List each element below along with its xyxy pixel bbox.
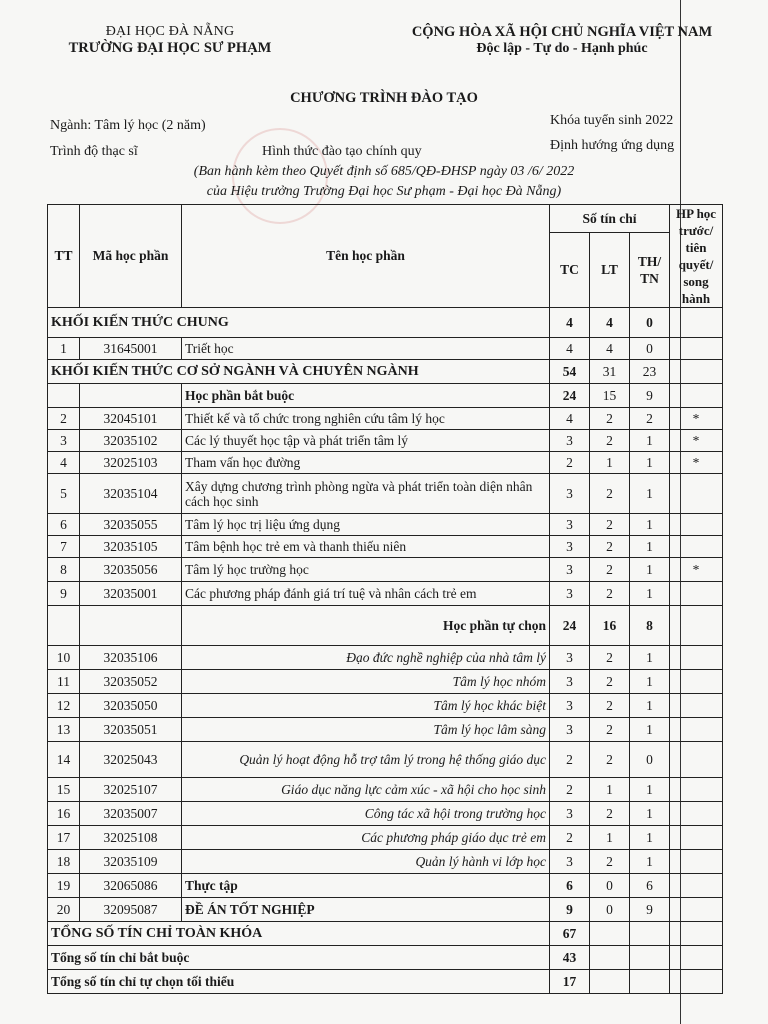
cell-th: 1 [630,826,670,850]
cell-code: 32065086 [80,874,182,898]
cell-th: 1 [630,558,670,582]
cell-tc: 3 [550,850,590,874]
cell-code: 32025107 [80,778,182,802]
cell-th: 1 [630,474,670,514]
cell-tt: 1 [48,338,80,360]
section-general: KHỐI KIẾN THỨC CHUNG [48,308,550,338]
cell-code: 32035106 [80,646,182,670]
cell-lt: 16 [590,606,630,646]
cell-code: 32035102 [80,430,182,452]
cell-tt: 13 [48,718,80,742]
cell-th: 1 [630,670,670,694]
cell-lt [590,922,630,946]
cell-lt: 2 [590,718,630,742]
cell-lt: 31 [590,360,630,384]
cell-tt: 2 [48,408,80,430]
table-row [48,338,723,360]
cell-lt: 2 [590,670,630,694]
cell-hp [670,338,723,360]
cell-th: 1 [630,778,670,802]
col-tt: TT [48,205,80,308]
cell-tt: 14 [48,742,80,778]
table-row [48,850,723,874]
curriculum-table [47,204,723,994]
cell-tc: 4 [550,308,590,338]
cell-hp [670,778,723,802]
cell-code: 32025108 [80,826,182,850]
cell-lt: 2 [590,742,630,778]
cell-lt: 2 [590,802,630,826]
cell-tt: 7 [48,536,80,558]
table-row [48,582,723,606]
col-lt: LT [590,233,630,308]
col-th: TH/ TN [630,233,670,308]
totals-row [48,946,723,970]
cell-hp [670,718,723,742]
cell-name: Các phương pháp giáo dục trẻ em [182,826,550,850]
cell-code: 32035051 [80,718,182,742]
cell-th: 23 [630,360,670,384]
table-row [48,430,723,452]
cell-th: 9 [630,898,670,922]
cell-tc: 3 [550,646,590,670]
table-row [48,874,723,898]
cell-hp [670,970,723,994]
cell-tt: 3 [48,430,80,452]
total-tc: 43 [550,946,590,970]
table-row [48,536,723,558]
mode-label: Hình thức đào tạo chính quy [262,144,422,159]
total-tc: 17 [550,970,590,994]
cell-code: 32035052 [80,670,182,694]
cell-th: 1 [630,430,670,452]
col-hp: HP học trước/ tiên quyết/ song hành [670,205,723,308]
cell-tt: 20 [48,898,80,922]
cell-tt: 4 [48,452,80,474]
total-label: Tổng số tín chỉ bắt buộc [48,946,550,970]
cell-lt: 2 [590,582,630,606]
cell-hp: * [670,430,723,452]
totals-row [48,970,723,994]
cell-tc: 3 [550,536,590,558]
cell-th: 2 [630,408,670,430]
cell-code [80,606,182,646]
cell-th: 1 [630,718,670,742]
cell-hp [670,826,723,850]
subsection-required: Học phần bắt buộc [182,384,550,408]
cell-code: 32095087 [80,898,182,922]
cell-hp [670,384,723,408]
cell-lt: 1 [590,826,630,850]
table-row [48,408,723,430]
cell-hp: * [670,558,723,582]
subsection-row [48,606,723,646]
cell-tt: 12 [48,694,80,718]
cell-name: Các lý thuyết học tập và phát triển tâm lý [182,430,550,452]
cell-lt: 2 [590,694,630,718]
cell-th: 0 [630,742,670,778]
cell-th: 1 [630,582,670,606]
cell-name: Giáo dục năng lực cảm xúc - xã hội cho học sinh [182,778,550,802]
cell-hp [670,898,723,922]
totals-row [48,922,723,946]
cell-tc: 3 [550,474,590,514]
table-row [48,802,723,826]
cell-tt: 8 [48,558,80,582]
cell-code: 32035056 [80,558,182,582]
cell-code: 31645001 [80,338,182,360]
cell-tt: 18 [48,850,80,874]
cell-name: Tâm lý học nhóm [182,670,550,694]
cell-hp [670,922,723,946]
header-left [50,24,290,57]
cell-th: 9 [630,384,670,408]
cell-name: Quản lý hoạt động hỗ trợ tâm lý trong hệ thống giáo dục [182,742,550,778]
cell-lt: 0 [590,874,630,898]
cell-hp [670,360,723,384]
subsection-row [48,384,723,408]
table-row [48,646,723,670]
cell-tc: 2 [550,826,590,850]
cell-hp [670,514,723,536]
cell-code: 32035104 [80,474,182,514]
table-row [48,718,723,742]
cell-hp [670,646,723,670]
table-row [48,558,723,582]
cell-name: Các phương pháp đánh giá trí tuệ và nhân cách trẻ em [182,582,550,606]
cell-th: 1 [630,646,670,670]
cell-name: Thiết kế và tổ chức trong nghiên cứu tâm lý học [182,408,550,430]
col-credits: Số tín chỉ [550,205,670,233]
cell-lt: 2 [590,430,630,452]
cell-lt: 1 [590,452,630,474]
cell-tc: 3 [550,514,590,536]
cell-hp [670,308,723,338]
cell-th [630,922,670,946]
cell-tc: 3 [550,718,590,742]
cell-tc: 2 [550,778,590,802]
col-code: Mã học phần [80,205,182,308]
cell-hp [670,606,723,646]
table-row [48,670,723,694]
cell-name: Triết học [182,338,550,360]
cell-lt: 1 [590,778,630,802]
cell-lt: 2 [590,408,630,430]
cell-hp [670,582,723,606]
cell-name: Tâm lý học trường học [182,558,550,582]
cell-th: 1 [630,514,670,536]
cell-name: Đạo đức nghề nghiệp của nhà tâm lý [182,646,550,670]
cell-name: Xây dựng chương trình phòng ngừa và phát triển toàn diện nhân cách học sinh [182,474,550,514]
country-name: CỘNG HÒA XÃ HỘI CHỦ NGHĨA VIỆT NAM [411,24,713,40]
cell-th: 0 [630,338,670,360]
cell-lt: 4 [590,338,630,360]
school-name: TRƯỜNG ĐẠI HỌC SƯ PHẠM [68,40,272,56]
cell-tt: 5 [48,474,80,514]
cell-lt: 2 [590,514,630,536]
section-row [48,308,723,338]
cell-hp [670,802,723,826]
cell-tc: 4 [550,338,590,360]
cell-th [630,970,670,994]
col-tc: TC [550,233,590,308]
cell-lt: 2 [590,536,630,558]
cell-tc: 24 [550,606,590,646]
cell-hp [670,694,723,718]
cell-lt: 0 [590,898,630,922]
cell-code: 32035109 [80,850,182,874]
total-tc: 67 [550,922,590,946]
cell-tt: 11 [48,670,80,694]
cell-name: Tâm lý học lâm sàng [182,718,550,742]
cell-hp [670,670,723,694]
cell-th: 6 [630,874,670,898]
cell-th [630,946,670,970]
table-row [48,898,723,922]
section-row [48,360,723,384]
cell-tt: 10 [48,646,80,670]
cell-name: Tâm lý học trị liệu ứng dụng [182,514,550,536]
cell-hp [670,474,723,514]
cell-name: Tham vấn học đường [182,452,550,474]
cell-lt [590,946,630,970]
cell-name: ĐỀ ÁN TỐT NGHIỆP [182,898,550,922]
university-name: ĐẠI HỌC ĐÀ NẴNG [105,24,235,39]
cell-code: 32025103 [80,452,182,474]
cell-th: 8 [630,606,670,646]
cell-hp [670,874,723,898]
orientation-label: Định hướng ứng dụng [550,138,675,153]
cell-hp: * [670,452,723,474]
cell-lt [590,970,630,994]
cell-tc: 9 [550,898,590,922]
cell-code: 32035050 [80,694,182,718]
cell-tc: 3 [550,670,590,694]
cell-tc: 2 [550,452,590,474]
cell-tc: 3 [550,430,590,452]
header-right [392,24,732,57]
cell-hp [670,946,723,970]
cell-th: 1 [630,850,670,874]
cell-tt: 19 [48,874,80,898]
cell-code: 32035055 [80,514,182,536]
cell-name: Tâm lý học khác biệt [182,694,550,718]
major-label: Ngành: Tâm lý học (2 năm) [50,118,206,133]
cell-tc: 3 [550,558,590,582]
cell-tt: 16 [48,802,80,826]
cell-th: 1 [630,536,670,558]
cell-lt: 2 [590,646,630,670]
cohort-label: Khóa tuyển sinh 2022 [550,113,674,128]
cell-lt: 2 [590,558,630,582]
document-title: CHƯƠNG TRÌNH ĐÀO TẠO [290,90,478,106]
country-motto: Độc lập - Tự do - Hạnh phúc [476,41,648,56]
cell-th: 1 [630,802,670,826]
cell-code: 32035001 [80,582,182,606]
cell-tt [48,384,80,408]
table-row [48,694,723,718]
cell-code [80,384,182,408]
cell-tc: 54 [550,360,590,384]
cell-tc: 24 [550,384,590,408]
cell-tc: 4 [550,408,590,430]
cell-tc: 3 [550,694,590,718]
col-name: Tên học phần [182,205,550,308]
cell-hp [670,850,723,874]
table-row [48,826,723,850]
cell-tc: 3 [550,582,590,606]
cell-code: 32035105 [80,536,182,558]
table-row [48,474,723,514]
cell-hp: * [670,408,723,430]
decree-line-2: của Hiệu trưởng Trường Đại học Sư phạm - Đại học Đà Nẵng) [206,184,562,199]
cell-tt: 17 [48,826,80,850]
cell-code: 32025043 [80,742,182,778]
table-row [48,514,723,536]
cell-name: Tâm bệnh học trẻ em và thanh thiếu niên [182,536,550,558]
table-row [48,452,723,474]
cell-tt: 6 [48,514,80,536]
table-row [48,742,723,778]
cell-lt: 2 [590,474,630,514]
cell-hp [670,536,723,558]
level-label: Trình độ thạc sĩ [50,144,138,159]
cell-lt: 15 [590,384,630,408]
cell-tt: 9 [48,582,80,606]
cell-code: 32035007 [80,802,182,826]
cell-name: Công tác xã hội trong trường học [182,802,550,826]
cell-th: 0 [630,308,670,338]
cell-lt: 2 [590,850,630,874]
cell-name: Thực tập [182,874,550,898]
cell-lt: 4 [590,308,630,338]
cell-th: 1 [630,452,670,474]
table-row [48,778,723,802]
cell-tc: 3 [550,802,590,826]
cell-tt: 15 [48,778,80,802]
total-label: TỔNG SỐ TÍN CHỈ TOÀN KHÓA [48,922,550,946]
total-label: Tổng số tín chỉ tự chọn tối thiểu [48,970,550,994]
cell-tc: 6 [550,874,590,898]
section-major: KHỐI KIẾN THỨC CƠ SỞ NGÀNH VÀ CHUYÊN NGÀNH [48,360,550,384]
cell-tc: 2 [550,742,590,778]
subsection-elective: Học phần tự chọn [182,606,550,646]
decree-line-1: (Ban hành kèm theo Quyết định số 685/QĐ-ĐHSP ngày 03 /6/ 2022 [193,164,575,179]
cell-hp [670,742,723,778]
cell-th: 1 [630,694,670,718]
cell-code: 32045101 [80,408,182,430]
cell-name: Quản lý hành vi lớp học [182,850,550,874]
cell-tt [48,606,80,646]
